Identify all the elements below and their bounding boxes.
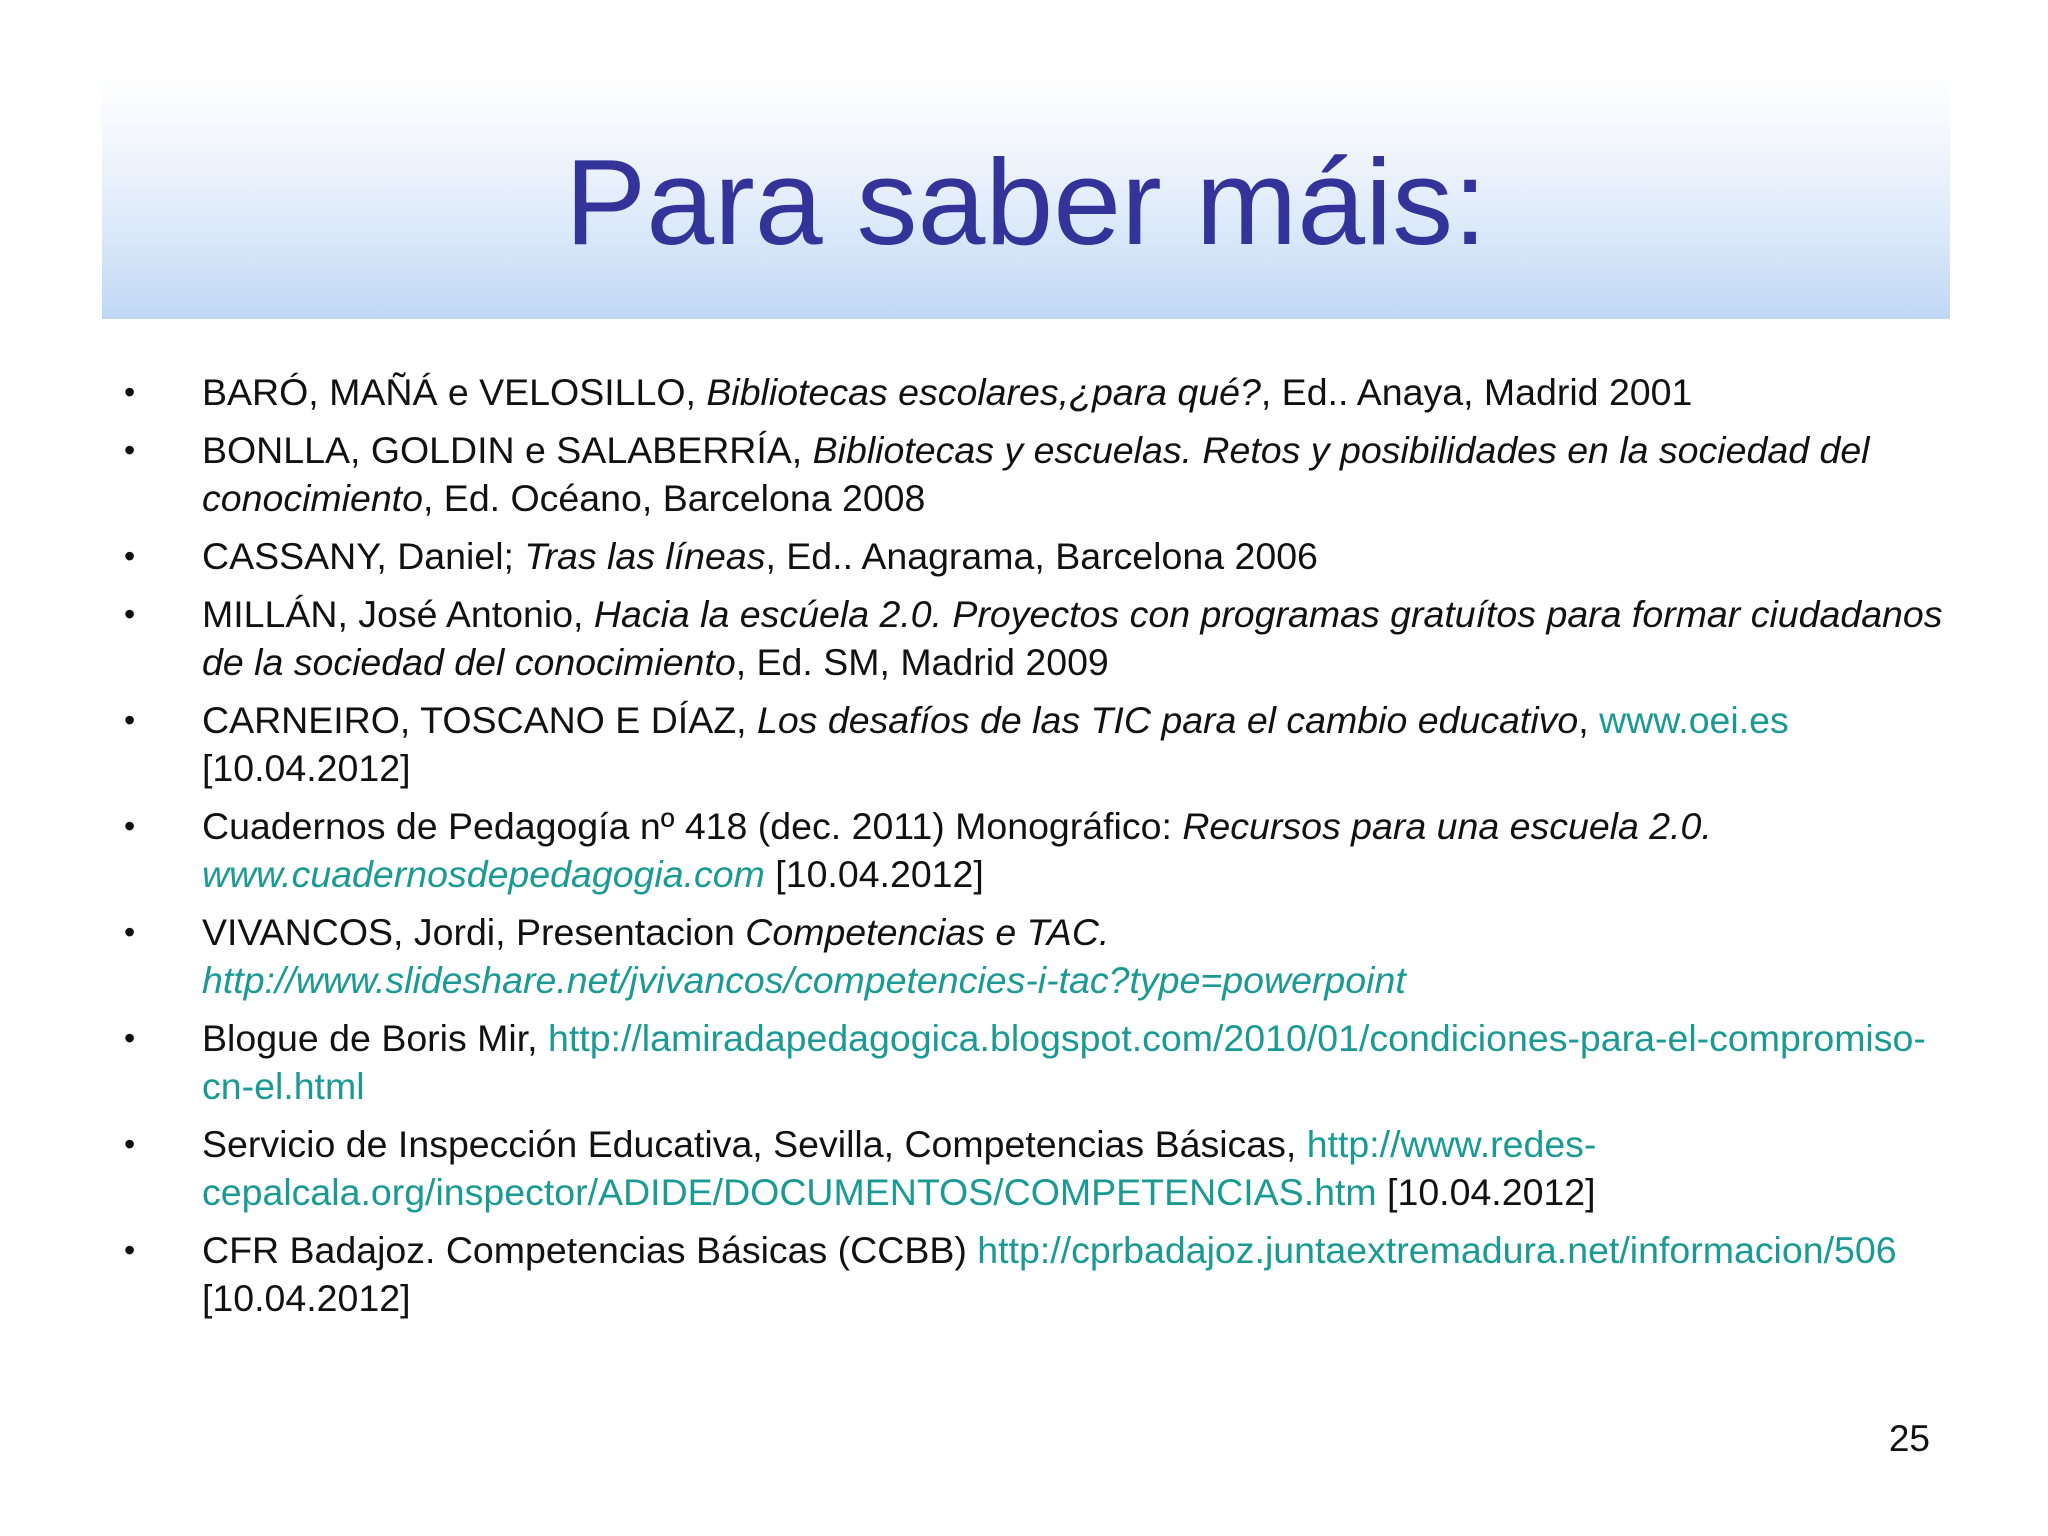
reference-item [118, 696, 1948, 792]
reference-link[interactable]: http://www.slideshare.net/jvivancos/competencies-i-tac?type=powerpoint [202, 959, 1406, 1001]
reference-text: Servicio de Inspección Educativa, Sevilla, Competencias Básicas, [202, 1123, 1307, 1165]
reference-text: CFR Badajoz. Competencias Básicas (CCBB) [202, 1229, 978, 1271]
reference-work-title: Tras las líneas [524, 535, 766, 577]
reference-link[interactable]: http://lamiradapedagogica.blogspot.com/2010/01/condiciones-para-el-compromiso-cn-el.html [202, 1017, 1926, 1107]
reference-item [118, 1226, 1948, 1322]
bullet-icon: • [124, 1126, 136, 1162]
reference-item [118, 532, 1948, 580]
bullet-icon: • [124, 374, 136, 410]
reference-text: BONLLA, GOLDIN e SALABERRÍA, [202, 429, 813, 471]
reference-text: , Ed.. Anaya, Madrid 2001 [1260, 371, 1693, 413]
reference-text: CARNEIRO, TOSCANO E DÍAZ, [202, 699, 757, 741]
reference-text: MILLÁN, José Antonio, [202, 593, 594, 635]
reference-text: , [1578, 699, 1600, 741]
bullet-icon: • [124, 1020, 136, 1056]
reference-item [118, 802, 1948, 898]
reference-link[interactable]: http://www.redes-cepalcala.org/inspector/ADIDE/DOCUMENTOS/COMPETENCIAS.htm [202, 1123, 1597, 1213]
page-number: 25 [1888, 1418, 1930, 1459]
bullet-icon: • [124, 538, 136, 574]
reference-text: [10.04.2012] [202, 747, 411, 789]
reference-link[interactable]: www.cuadernosdepedagogia.com [202, 853, 765, 895]
reference-text: , Ed. SM, Madrid 2009 [735, 641, 1109, 683]
bullet-icon: • [124, 432, 136, 468]
reference-item [118, 908, 1948, 1004]
reference-link[interactable]: www.oei.es [1599, 699, 1789, 741]
title-band [102, 75, 1950, 319]
reference-link[interactable]: http://cprbadajoz.juntaextremadura.net/informacion/506 [977, 1229, 1897, 1271]
reference-item [118, 1120, 1948, 1216]
slide-title: Para saber máis: [564, 134, 1488, 270]
bullet-icon: • [124, 596, 136, 632]
reference-work-title: Hacia la escúela 2.0. Proyectos con programas gratuítos para formar ciudadanos de la sociedad del conocimiento [202, 593, 1943, 683]
reference-text: Cuadernos de Pedagogía nº 418 (dec. 2011) Monográfico: [202, 805, 1183, 847]
reference-text: BARÓ, MAÑÁ e VELOSILLO, [202, 371, 707, 413]
bullet-icon: • [124, 1232, 136, 1268]
bullet-icon: • [124, 702, 136, 738]
reference-text: VIVANCOS, Jordi, Presentacion [202, 911, 746, 953]
reference-text: Blogue de Boris Mir, [202, 1017, 548, 1059]
reference-item [118, 426, 1948, 522]
reference-work-title: Competencias e TAC. [745, 911, 1110, 953]
reference-text: CASSANY, Daniel; [202, 535, 525, 577]
reference-text: [10.04.2012] [764, 853, 984, 895]
bullet-icon: • [124, 808, 136, 844]
reference-text: , Ed.. Anagrama, Barcelona 2006 [765, 535, 1318, 577]
reference-work-title: Los desafíos de las TIC para el cambio educativo [756, 699, 1579, 741]
bullet-icon: • [124, 914, 136, 950]
reference-text: , Ed. Océano, Barcelona 2008 [422, 477, 926, 519]
reference-work-title: Bibliotecas y escuelas. Retos y posibilidades en la sociedad del conocimiento [202, 429, 1870, 519]
reference-item [118, 1014, 1948, 1110]
reference-work-title: Bibliotecas escolares,¿para qué? [706, 371, 1261, 413]
reference-text: [10.04.2012] [202, 1277, 411, 1319]
reference-work-title: Recursos para una escuela 2.0. [1182, 805, 1712, 847]
reference-item [118, 590, 1948, 686]
reference-item [118, 368, 1948, 416]
reference-text: [10.04.2012] [1376, 1171, 1596, 1213]
reference-list [118, 368, 1948, 1332]
